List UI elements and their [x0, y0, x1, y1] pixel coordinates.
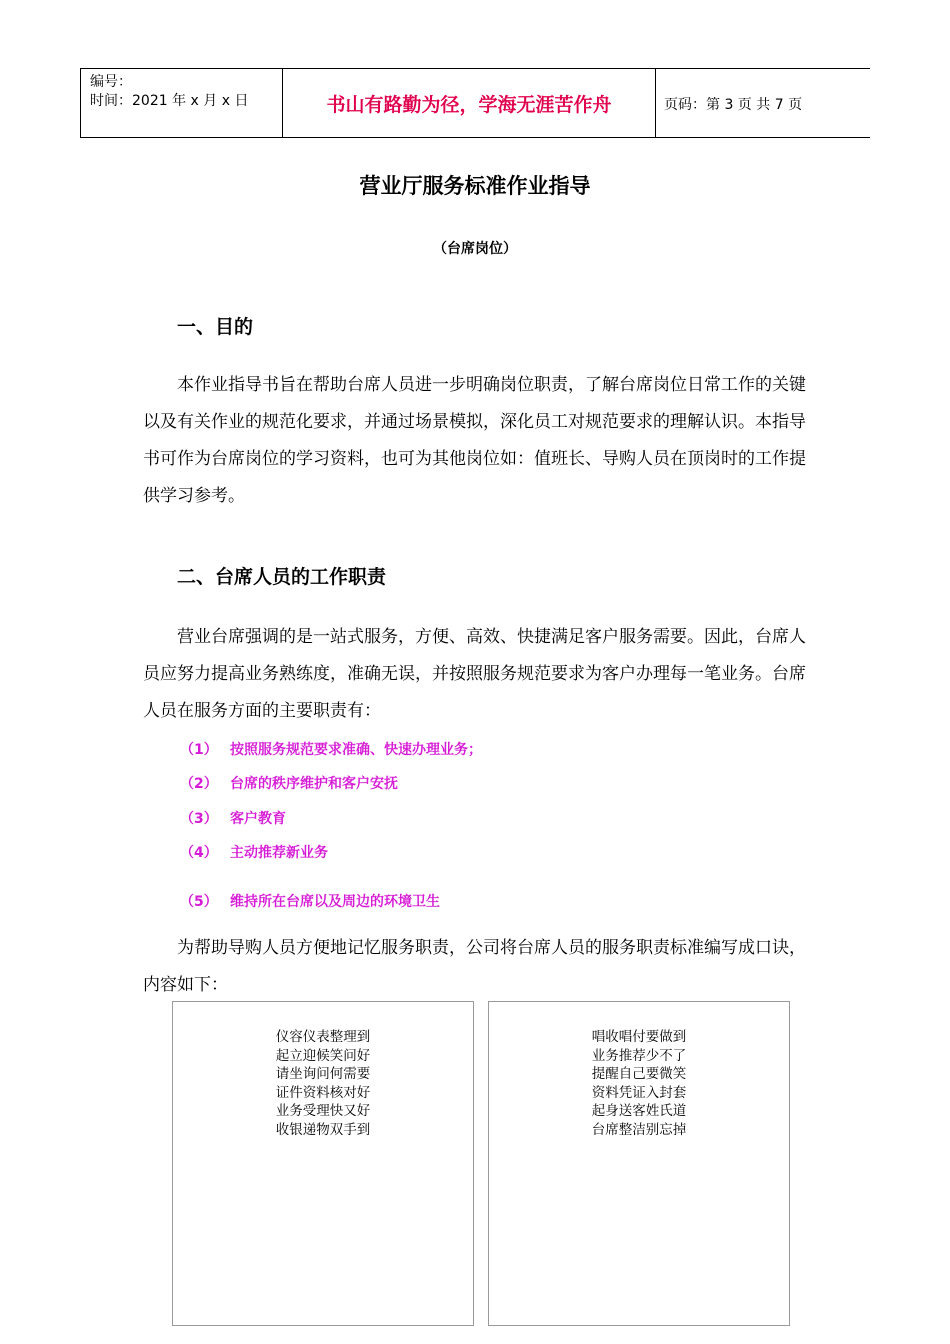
duty-text: 维持所在台席以及周边的环境卫生	[230, 894, 440, 910]
header-meta	[90, 73, 248, 111]
duty-number: （1）	[180, 742, 218, 758]
duty-number: （3）	[180, 811, 218, 827]
section2-heading: 二、台席人员的工作职责	[177, 566, 387, 588]
verse-line: 起立迎候笑问好	[275, 1047, 371, 1064]
verse-box-right	[488, 1001, 790, 1326]
section1-body: 本作业指导书旨在帮助台席人员进一步明确岗位职责，了解台席岗位日常工作的关键以及有关作业的规范化要求，并通过场景模拟，深化员工对规范要求的理解认识。本指导书可作为台席岗位的学习资料，也可为其他岗位如：值班长、导购人员在顶岗时的工作提供学习参考。	[143, 375, 806, 506]
verse-line: 起身送客姓氏道	[591, 1103, 687, 1119]
page-info: 页码：第 3 页 共 7 页	[664, 97, 803, 113]
duty-item	[180, 739, 482, 759]
verse-left	[173, 1028, 473, 1139]
verse-line: 请坐询问何需要	[275, 1066, 371, 1082]
verse-right	[489, 1028, 789, 1139]
duty-item	[180, 808, 286, 828]
duty-number: （5）	[180, 894, 218, 910]
verse-line: 业务推荐少不了	[591, 1047, 687, 1064]
verse-box-left	[172, 1001, 474, 1326]
document-subtitle: （台席岗位）	[433, 241, 517, 257]
verse-line: 仪容仪表整理到	[275, 1029, 371, 1045]
section2-body: 营业台席强调的是一站式服务，方便、高效、快捷满足客户服务需要。因此，台席人员应努力提高业务熟练度，准确无误，并按照服务规范要求为客户办理每一笔业务。台席人员在服务方面的主要职责有：	[143, 627, 806, 721]
duty-text: 主动推荐新业务	[230, 845, 328, 861]
duty-number: （2）	[180, 776, 218, 792]
duty-text: 按照服务规范要求准确、快速办理业务；	[230, 742, 482, 758]
verse-line: 证件资料核对好	[275, 1084, 371, 1101]
closing-paragraph: 为帮助导购人员方便地记忆服务职责，公司将台席人员的服务职责标准编写成口诀，内容如下：	[143, 938, 806, 995]
duty-item	[180, 842, 328, 862]
verse-line: 业务受理快又好	[275, 1103, 371, 1119]
verse-line: 台席整洁别忘掉	[591, 1121, 687, 1138]
header-divider	[80, 69, 81, 137]
verse-line: 资料凭证入封套	[591, 1084, 687, 1101]
time-label: 时间：2021 年 x 月 x 日	[90, 93, 249, 109]
header-motto: 书山有路勤为径，学海无涯苦作舟	[326, 93, 612, 116]
duty-item	[180, 773, 398, 793]
page-header	[80, 68, 870, 138]
header-divider	[655, 69, 656, 137]
verse-line: 提醒自己要微笑	[591, 1066, 687, 1082]
verse-line: 收银递物双手到	[275, 1121, 371, 1138]
duty-text: 客户教育	[230, 811, 286, 827]
duty-number: （4）	[180, 845, 218, 861]
duty-text: 台席的秩序维护和客户安抚	[230, 776, 398, 792]
section1-heading: 一、目的	[177, 316, 254, 338]
verse-line: 唱收唱付要做到	[591, 1029, 687, 1045]
duty-item	[180, 891, 440, 911]
number-label: 编号：	[90, 74, 132, 90]
document-title: 营业厅服务标准作业指导	[359, 174, 591, 198]
